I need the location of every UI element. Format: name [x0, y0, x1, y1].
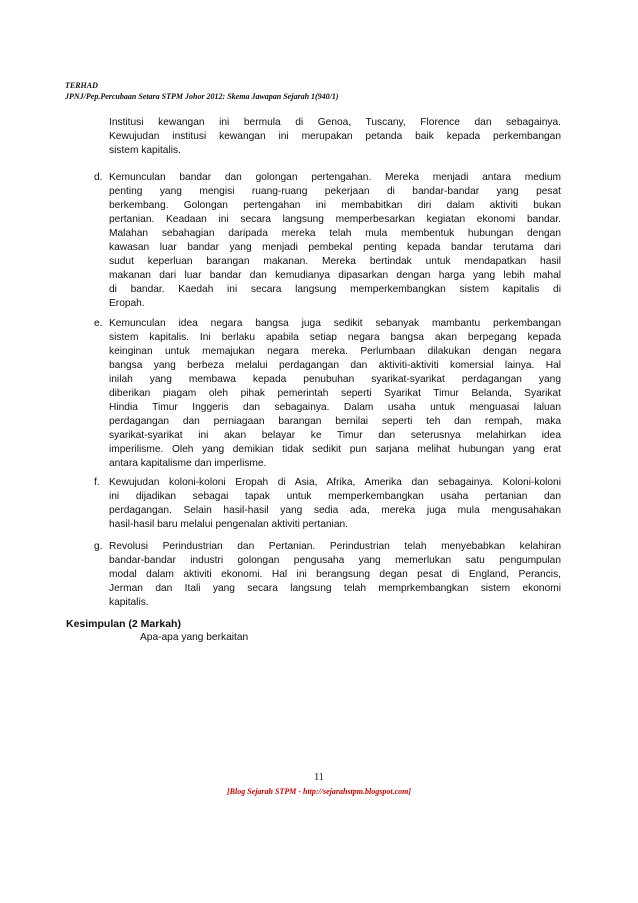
conclusion-text: Apa-apa yang berkaitan [140, 632, 249, 643]
item-g-line: Jerman dan Itali yang secara langsung telah memprkembangkan sistem ekonomi [109, 583, 561, 594]
item-e-line: Hindia Timur Inggeris dan sebagainya. Dalam usaha untuk menguasai laluan [109, 402, 561, 413]
item-d-line: Kemunculan bandar dan golongan pertengahan. Mereka menjadi antara medium [109, 172, 561, 183]
page-number: 11 [314, 772, 324, 783]
item-e-line: keinginan untuk memajukan negara mereka. Perlumbaan dilakukan dengan negara [109, 346, 561, 357]
intro-line: sistem kapitalis. [109, 145, 181, 156]
item-e-line: Kemunculan idea negara bangsa juga sedikit sebanyak mambantu perkembangan [109, 318, 561, 329]
item-d-line: berkembang. Golongan pertengahan ini membabitkan diri dalam aktiviti bukan [109, 200, 561, 211]
item-g-letter: g. [94, 541, 103, 552]
item-g-line: kapitalis. [109, 597, 149, 608]
document-header [65, 80, 585, 102]
item-f-line: Kewujudan koloni-koloni Eropah di Asia, Afrika, Amerika dan sebagainya. Koloni-koloni [109, 477, 561, 488]
item-f-paragraph [109, 476, 561, 532]
intro-line: Institusi kewangan ini bermula di Genoa, Tuscany, Florence dan sebagainya. [109, 117, 561, 128]
item-g-line: Revolusi Perindustrian dan Pertanian. Perindustrian telah menyebabkan kelahiran [109, 541, 561, 552]
item-e-line: sistem kapitalis. Ini berlaku apabila setiap negara bangsa akan berpegang kepada [109, 332, 561, 343]
conclusion-heading: Kesimpulan (2 Markah) [66, 618, 181, 630]
item-e-paragraph [109, 317, 561, 471]
item-e-line: inilah yang membawa kepada penubuhan syarikat-syarikat perdagangan yang [109, 374, 561, 385]
intro-line: Kewujudan institusi kewangan ini merupakan petanda baik kepada perkembangan [109, 131, 561, 142]
item-g-paragraph [109, 540, 561, 610]
item-f-line: hasil-hasil baru melalui pengenalan aktiviti pertanian. [109, 519, 348, 530]
item-d-line: di bandar. Kaedah ini secara langsung memperkembangkan sistem kapitalis di [109, 284, 561, 295]
item-e-line: diberikan piagam oleh pihak pemerintah seperti Syarikat Timur Belanda, Syarikat [109, 388, 561, 399]
item-f-letter: f. [94, 477, 100, 488]
item-e-line: antara kapitalisme dan imperlisme. [109, 458, 267, 469]
item-d-paragraph [109, 171, 561, 311]
item-g-line: modal dalam aktiviti ekonomi. Hal ini berangsung degan pesat di England, Perancis, [109, 569, 561, 580]
item-d-line: Malahan sebahagian daripada mereka telah mula membentuk hubungan dengan [109, 228, 561, 239]
item-d-line: sudut keperluan barangan makanan. Mereka bertindak untuk mendapatkan hasil [109, 256, 561, 267]
footer-blog-link[interactable]: [Blog Sejarah STPM - http://sejarahstpm.blogspot.com] [226, 787, 411, 796]
item-d-line: makanan dari luar bandar dan kemudianya dipasarkan dengan harga yang lebih mahal [109, 270, 561, 281]
item-f-line: ini dijadikan sebagai tapak untuk memperkembangkan usaha pertanian dan [109, 491, 561, 502]
header-restricted-label: TERHAD [65, 81, 98, 90]
item-d-line: kawasan luar bandar yang menjadi pembekal penting kepada bandar terutama dari [109, 242, 561, 253]
intro-paragraph [109, 116, 561, 158]
item-d-letter: d. [94, 172, 103, 183]
item-d-line: pertanian. Keadaan ini secara langsung memperbesarkan kegiatan ekonomi bandar. [109, 214, 561, 225]
item-e-line: syarikat-syarikat ini akan belayar ke Timur dan seterusnya melahirkan idea [109, 430, 561, 441]
item-g-line: bandar-bandar industri golongan pengusaha yang memerlukan satu pengumpulan [109, 555, 561, 566]
item-d-line: Eropah. [109, 298, 145, 309]
item-e-letter: e. [94, 318, 103, 329]
item-e-line: imperilisme. Oleh yang demikian tidak sedikit pun sarjana melihat hubungan yang erat [109, 444, 561, 455]
header-exam-title: JPNJ/Pep.Percubaan Setara STPM Johor 2012: Skema Jawapan Sejarah 1(940/1) [65, 92, 339, 101]
item-f-line: perdagangan. Selain hasil-hasil yang sedia ada, mereka juga mula mengusahakan [109, 505, 561, 516]
item-e-line: perdagangan dan perniagaan barangan bernilai seperti teh dan rempah, maka [109, 416, 561, 427]
item-e-line: bangsa yang berbeza melalui perdagangan dan aktiviti-aktiviti komersial lainya. Hal [109, 360, 561, 371]
item-d-line: penting yang mengisi ruang-ruang pekerjaan di bandar-bandar yang pesat [109, 186, 561, 197]
